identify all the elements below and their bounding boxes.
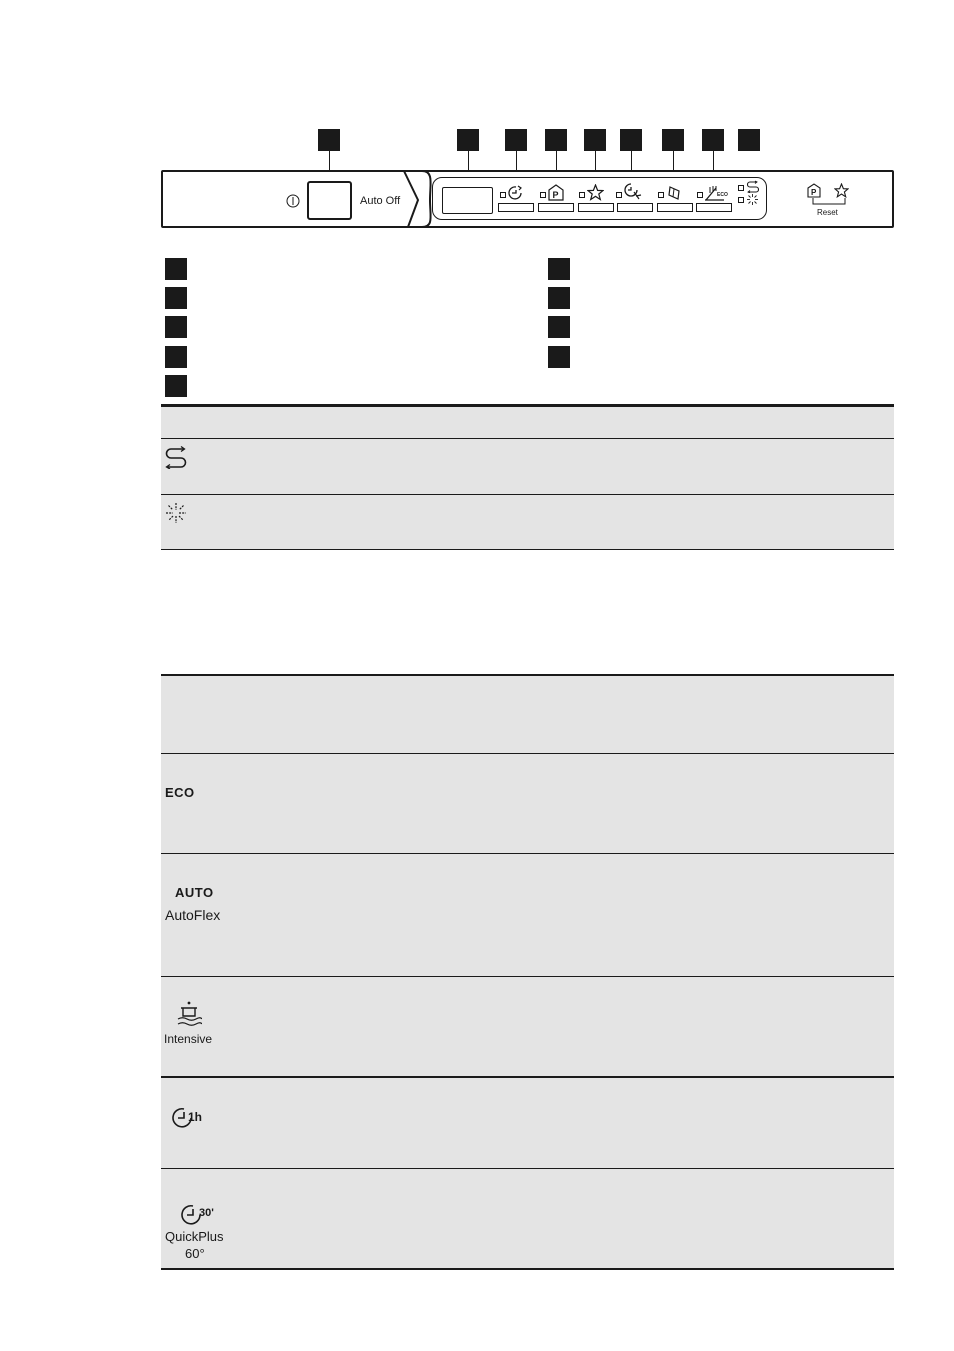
- eco-label: ECO: [165, 785, 195, 800]
- legend-box-9: [548, 346, 570, 368]
- reset-bracket: [812, 198, 846, 206]
- callout-box-1: [318, 129, 340, 151]
- programmes-header-row: [161, 676, 894, 753]
- indicators-header-row: [161, 407, 894, 438]
- xtra-dry-button[interactable]: [696, 203, 732, 212]
- legend-box-1: [165, 258, 187, 280]
- programme-row-autoflex: [161, 854, 894, 976]
- led-memory: [540, 192, 546, 198]
- legend-box-3: [165, 316, 187, 338]
- delay-start-icon: [508, 185, 524, 201]
- callout-box-5: [584, 129, 606, 151]
- digital-display: [442, 187, 493, 214]
- callout-box-6: [620, 129, 642, 151]
- programmes-bottom-rule: [161, 1268, 894, 1270]
- on-off-button[interactable]: [307, 181, 352, 220]
- program-memory-button[interactable]: [538, 203, 574, 212]
- salt-icon: [165, 502, 187, 524]
- reset-favourite-icon: [834, 183, 849, 198]
- callout-box-3: [505, 129, 527, 151]
- auto-label: AUTO: [175, 885, 214, 900]
- programme-row-quickplus: [161, 1169, 894, 1268]
- legend-box-7: [548, 287, 570, 309]
- led-xtra-dry: [697, 192, 703, 198]
- indicators-bottom-rule: [161, 549, 894, 550]
- salt-indicator-icon: [746, 193, 759, 206]
- led-salt: [738, 197, 744, 203]
- intensive-label: Intensive: [164, 1032, 213, 1046]
- led-time-manager: [616, 192, 622, 198]
- callout-box-2: [457, 129, 479, 151]
- svg-text:P: P: [552, 190, 559, 200]
- programme-row-intensive: [161, 977, 894, 1076]
- autoflex-label: AutoFlex: [165, 907, 221, 923]
- led-delay: [500, 192, 506, 198]
- xtra-dry-eco-icon: [704, 184, 732, 202]
- legend-box-5: [165, 375, 187, 397]
- callout-box-9: [738, 129, 760, 151]
- one-hour-label: 1h: [188, 1110, 203, 1124]
- time-manager-button[interactable]: [617, 203, 653, 212]
- callout-box-4: [545, 129, 567, 151]
- auto-off-label: Auto Off: [360, 195, 401, 207]
- rinse-aid-indicator-icon: [747, 180, 759, 193]
- tablet-button[interactable]: [657, 203, 693, 212]
- power-icon: [286, 194, 300, 208]
- programme-row-1h: [161, 1078, 894, 1168]
- led-tablet: [658, 192, 664, 198]
- reset-program-icon: [807, 183, 821, 198]
- delay-start-button[interactable]: [498, 203, 534, 212]
- svg-text:P: P: [811, 188, 817, 197]
- intensive-icon: [176, 1001, 202, 1031]
- time-manager-icon: [623, 181, 643, 201]
- svg-text:ECO: ECO: [717, 192, 728, 198]
- program-memory-icon: [548, 184, 564, 201]
- legend-box-2: [165, 287, 187, 309]
- favourite-icon: [587, 184, 604, 201]
- quickplus-minutes-label: 30': [199, 1207, 214, 1219]
- quickplus-label: QuickPlus: [165, 1229, 224, 1244]
- programme-row-eco: [161, 754, 894, 853]
- callout-box-7: [662, 129, 684, 151]
- legend-box-8: [548, 316, 570, 338]
- quickplus-temp-label: 60°: [185, 1246, 205, 1261]
- favourite-button[interactable]: [578, 203, 614, 212]
- reset-label: Reset: [817, 208, 838, 217]
- legend-box-4: [165, 346, 187, 368]
- callout-box-8: [702, 129, 724, 151]
- led-rinse-aid: [738, 185, 744, 191]
- indicators-row-salt: [161, 495, 894, 549]
- led-favourite: [579, 192, 585, 198]
- rinse-aid-icon: [164, 445, 188, 469]
- indicators-row-rinse: [161, 439, 894, 494]
- legend-box-6: [548, 258, 570, 280]
- tablet-icon: [666, 185, 682, 201]
